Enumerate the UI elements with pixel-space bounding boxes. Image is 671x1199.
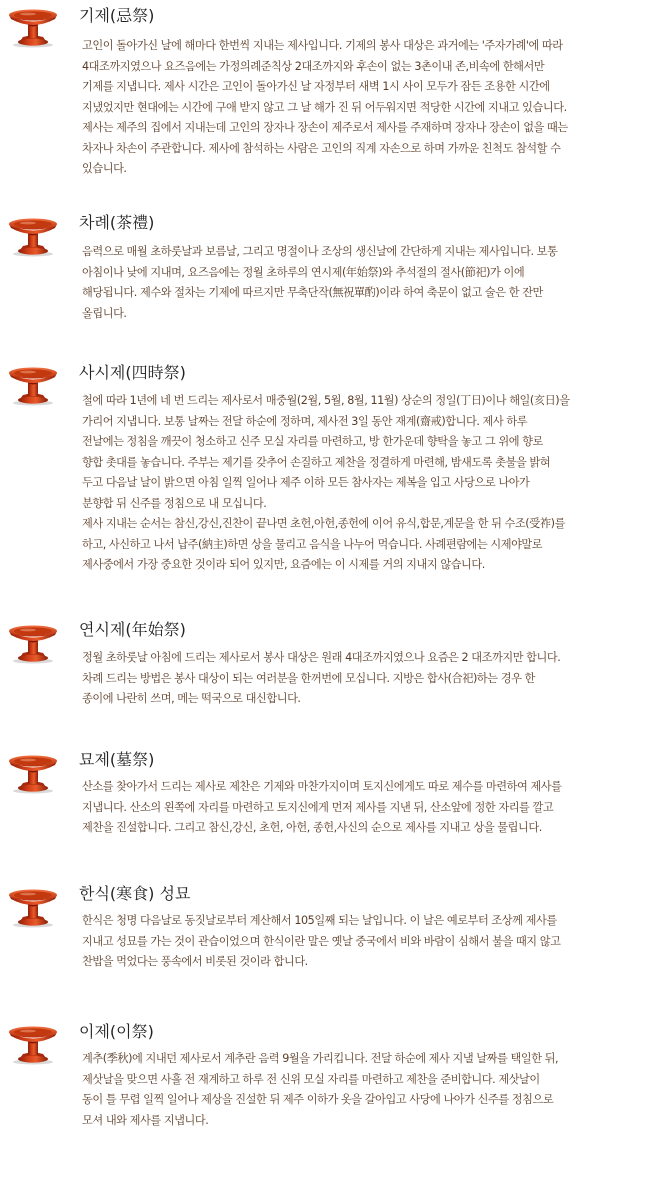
section-body: 정월 초하룻날 아침에 드리는 제사로서 봉사 대상은 원래 4대조까지였으나 요즘은 2 대조까지만 합니다. 차례 드리는 방법은 봉사 대상이 되는 여러분을 한꺼번에 모십니다. 지방은 합사(合祀)하는 경우 한 종이에 나란히 쓰며, 메는 떡국으로 대신합니다. <box>82 651 561 705</box>
section-body: 음력으로 매월 초하룻날과 보름날, 그리고 명절이나 조상의 생신날에 간단하게 지내는 제사입니다. 보통 아침이나 낮에 지내며, 요즈음에는 정월 초하루의 연시제(年始祭)와 추석절의 절사(節祀)가 이에 해당됩니다. 제수와 절차는 기제에 따르지만 무축단작(無祝單酌)이라 하여 축문이 없고 술은 한 잔만 올립니다. <box>82 245 558 320</box>
section-body: 한식은 청명 다음날로 동짓날로부터 계산해서 105일째 되는 날입니다. 이 날은 예로부터 조상께 제사를 지내고 성묘를 가는 것이 관습이었으며 한식이란 말은 옛날 중국에서 비와 바람이 심해서 불을 때지 않고 찬밥을 먹었다는 풍속에서 비롯된 것이라 합니다. <box>82 914 561 968</box>
section-title: 기제(忌祭) <box>79 6 155 25</box>
section-body: 산소를 찾아가서 드리는 제사로 제찬은 기제와 마찬가지이며 토지신에게도 따로 제수를 마련하여 제사를 지냅니다. 산소의 왼쪽에 자리를 마련하고 토지신에게 먼저 제사를 지낸 뒤, 산소앞에 정한 자리를 깔고 제찬을 진설합니다. 그리고 참신,강신, 초헌, 아헌, 종헌,사신의 순으로 제사를 지내고 상을 물립니다. <box>82 780 562 834</box>
section-title: 차례(茶禮) <box>79 213 155 232</box>
section-title: 연시제(年始祭) <box>79 620 186 639</box>
section-title: 한식(寒食) 성묘 <box>79 884 191 903</box>
section-title: 사시제(四時祭) <box>79 363 186 382</box>
ceremonial-dish-icon <box>6 622 60 664</box>
section-body: 고인이 돌아가신 날에 해마다 한번씩 지내는 제사입니다. 기제의 봉사 대상은 과거에는 '주자가례'에 따라 4대조까지였으나 요즈음에는 가정의례준칙상 2대조까지와 후손이 없는 3촌이내 존,비속에 한해서만 기제를 지냅니다. 제사 시간은 고인이 돌아가신 날 자정부터 새벽 1시 사이 모두가 잠든 조용한 시간에 지냈었지만 현대에는 시간에 구애 받지 않고 그 날 해가 진 뒤 어두워지면 적당한 시간에 지내고 있습니다. 제사는 제주의 집에서 지내는데 고인의 장자나 장손이 제주로서 제사를 주재하며 장자나 장손이 없을 때는 차자나 차손이 주관합니다. 제사에 참석하는 사람은 고인의 직계 자손으로 하며 가까운 친척도 참석할 수 있습니다. <box>82 39 568 175</box>
section-title: 이제(이祭) <box>79 1022 154 1041</box>
ceremonial-dish-icon <box>6 1023 60 1065</box>
section-title: 묘제(墓祭) <box>79 750 155 769</box>
ceremonial-dish-icon <box>6 215 60 257</box>
ceremonial-dish-icon <box>6 752 60 794</box>
section-body: 철에 따라 1년에 네 번 드리는 제사로서 매중월(2월, 5월, 8월, 11월) 상순의 정일(丁日)이나 해일(亥日)을 가리어 지냅니다. 보통 날짜는 전달 하순에 정하며, 제사전 3일 동안 재계(齋戒)합니다. 제사 하루 전날에는 정침을 깨끗이 청소하고 신주 모실 자리를 마련하고, 방 한가운데 향탁을 놓고 그 위에 향로 향합 촛대를 놓습니다. 주부는 제기를 갖추어 손질하고 제찬을 정결하게 마련해, 밤새도록 촛불을 밝혀 두고 다음날 날이 밝으면 아침 일찍 일어나 제주 이하 모든 참사자는 제복을 입고 사당으로 나아가 분향합 뒤 신주를 정침으로 내 모십니다. 제사 지내는 순서는 참신,강신,진찬이 끝나면 초헌,아헌,종헌에 이어 유식,합문,계문을 한 뒤 수조(受祚)를 하고, 사신하고 나서 납주(納主)하면 상을 물리고 음식을 나누어 먹습니다. 사례편람에는 시제야말로 제사중에서 가장 중요한 것이라 되어 있지만, 요즘에는 이 시제를 거의 지내지 않습니다. <box>82 394 570 571</box>
section-body: 계추(季秋)에 지내던 제사로서 계추란 음력 9월을 가리킵니다. 전달 하순에 제사 지낼 날짜를 택일한 뒤, 제삿날을 맞으면 사흘 전 재계하고 하루 전 신위 모실 자리를 마련하고 제찬을 준비합니다. 제삿날이 동이 틀 무렵 일찍 일어나 제상을 진설한 뒤 제주 이하가 옷을 갈아입고 사당에 나아가 신주를 정침으로 모셔 내와 제사를 지냅니다. <box>82 1052 559 1127</box>
ceremonial-dish-icon <box>6 886 60 928</box>
ceremonial-dish-icon <box>6 6 60 48</box>
ceremonial-dish-icon <box>6 364 60 406</box>
